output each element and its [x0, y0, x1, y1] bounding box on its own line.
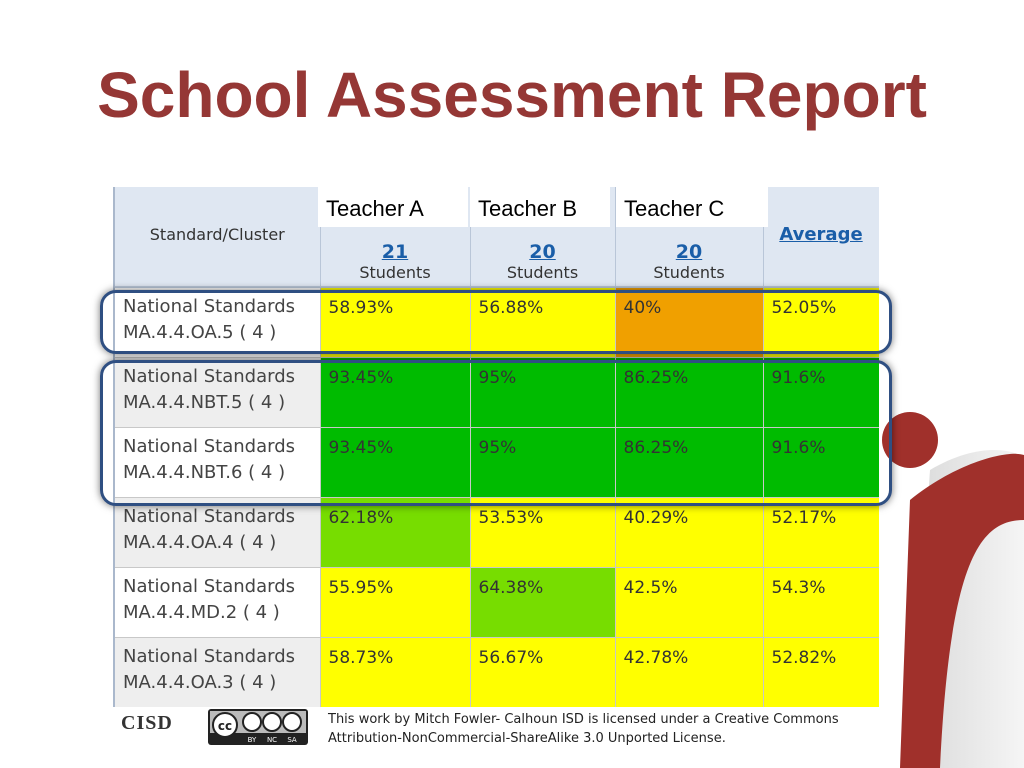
standard-cluster-header: Standard/Cluster — [115, 187, 320, 287]
standard-name: National Standards — [123, 645, 295, 667]
table-row — [115, 287, 879, 357]
standard-cell — [115, 427, 320, 497]
score-cell: 93.45% — [320, 357, 470, 427]
average-link[interactable]: Average — [779, 224, 863, 245]
standard-code: MA.4.4.NBT.6 ( 4 ) — [123, 461, 286, 483]
average-cell: 52.05% — [763, 287, 879, 357]
students-label: Students — [653, 263, 725, 282]
table-row — [115, 497, 879, 567]
score-cell: 56.67% — [470, 637, 615, 707]
score-cell: 58.73% — [320, 637, 470, 707]
license-footer — [113, 708, 853, 750]
standard-cell — [115, 567, 320, 637]
slide-title: School Assessment Report — [97, 59, 927, 131]
cc-badge-nc: NC — [266, 736, 278, 744]
standard-name: National Standards — [123, 505, 295, 527]
standard-code: MA.4.4.OA.5 ( 4 ) — [123, 322, 277, 343]
score-cell: 42.5% — [615, 567, 763, 637]
license-line-2: Attribution-NonCommercial-ShareAlike 3.0 Unported License. — [328, 731, 726, 746]
standard-name: National Standards — [123, 296, 295, 317]
score-cell: 86.25% — [615, 357, 763, 427]
teacher-labels — [318, 187, 768, 227]
cc-badge-top: cc — [217, 719, 233, 733]
score-cell: 56.88% — [470, 287, 615, 357]
standard-name: National Standards — [123, 435, 295, 457]
students-label: Students — [506, 263, 579, 282]
cisd-logo: CISD — [121, 712, 173, 734]
score-cell: 86.25% — [615, 427, 763, 497]
table-row — [115, 357, 879, 427]
student-count-link[interactable]: 20 — [529, 241, 556, 263]
table-row — [115, 567, 879, 637]
score-cell: 53.53% — [470, 497, 615, 567]
license-text — [328, 710, 839, 748]
average-cell: 54.3% — [763, 567, 879, 637]
standard-cell — [115, 357, 320, 427]
standard-name: National Standards — [123, 365, 295, 387]
score-cell: 42.78% — [615, 637, 763, 707]
score-cell: 58.93% — [320, 287, 470, 357]
average-cell: 91.6% — [763, 427, 879, 497]
standard-code: MA.4.4.OA.4 ( 4 ) — [123, 531, 277, 553]
assessment-table — [113, 187, 879, 707]
students-label: Students — [359, 263, 431, 282]
decorative-logo-shape — [870, 400, 1024, 768]
cc-badge-sa: SA — [287, 736, 297, 744]
standard-code: MA.4.4.OA.3 ( 4 ) — [123, 671, 277, 693]
table-row — [115, 637, 879, 707]
standard-code: MA.4.4.NBT.5 ( 4 ) — [123, 391, 286, 413]
standard-cell — [115, 497, 320, 567]
average-cell: 91.6% — [763, 357, 879, 427]
teacher-c-label: Teacher C — [616, 187, 768, 227]
student-count-link[interactable]: 21 — [381, 241, 409, 263]
table-row — [115, 427, 879, 497]
teacher-b-label: Teacher B — [470, 187, 610, 227]
score-cell: 40% — [615, 287, 763, 357]
standard-cell — [115, 637, 320, 707]
score-cell: 64.38% — [470, 567, 615, 637]
standard-code: MA.4.4.MD.2 ( 4 ) — [123, 601, 280, 623]
score-cell: 95% — [470, 427, 615, 497]
score-cell: 55.95% — [320, 567, 470, 637]
student-count-link[interactable]: 20 — [675, 241, 703, 263]
cc-badge-by: BY — [247, 736, 257, 744]
standard-name: National Standards — [123, 575, 295, 597]
score-cell: 62.18% — [320, 497, 470, 567]
score-cell: 95% — [470, 357, 615, 427]
average-cell: 52.82% — [763, 637, 879, 707]
average-cell: 52.17% — [763, 497, 879, 567]
average-header — [763, 187, 879, 287]
license-line-1: This work by Mitch Fowler- Calhoun ISD is licensed under a Creative Commons — [328, 712, 839, 727]
score-cell: 93.45% — [320, 427, 470, 497]
creative-commons-badge-icon[interactable] — [208, 709, 308, 745]
score-cell: 40.29% — [615, 497, 763, 567]
standard-cell — [115, 287, 320, 357]
teacher-a-label: Teacher A — [318, 187, 468, 227]
